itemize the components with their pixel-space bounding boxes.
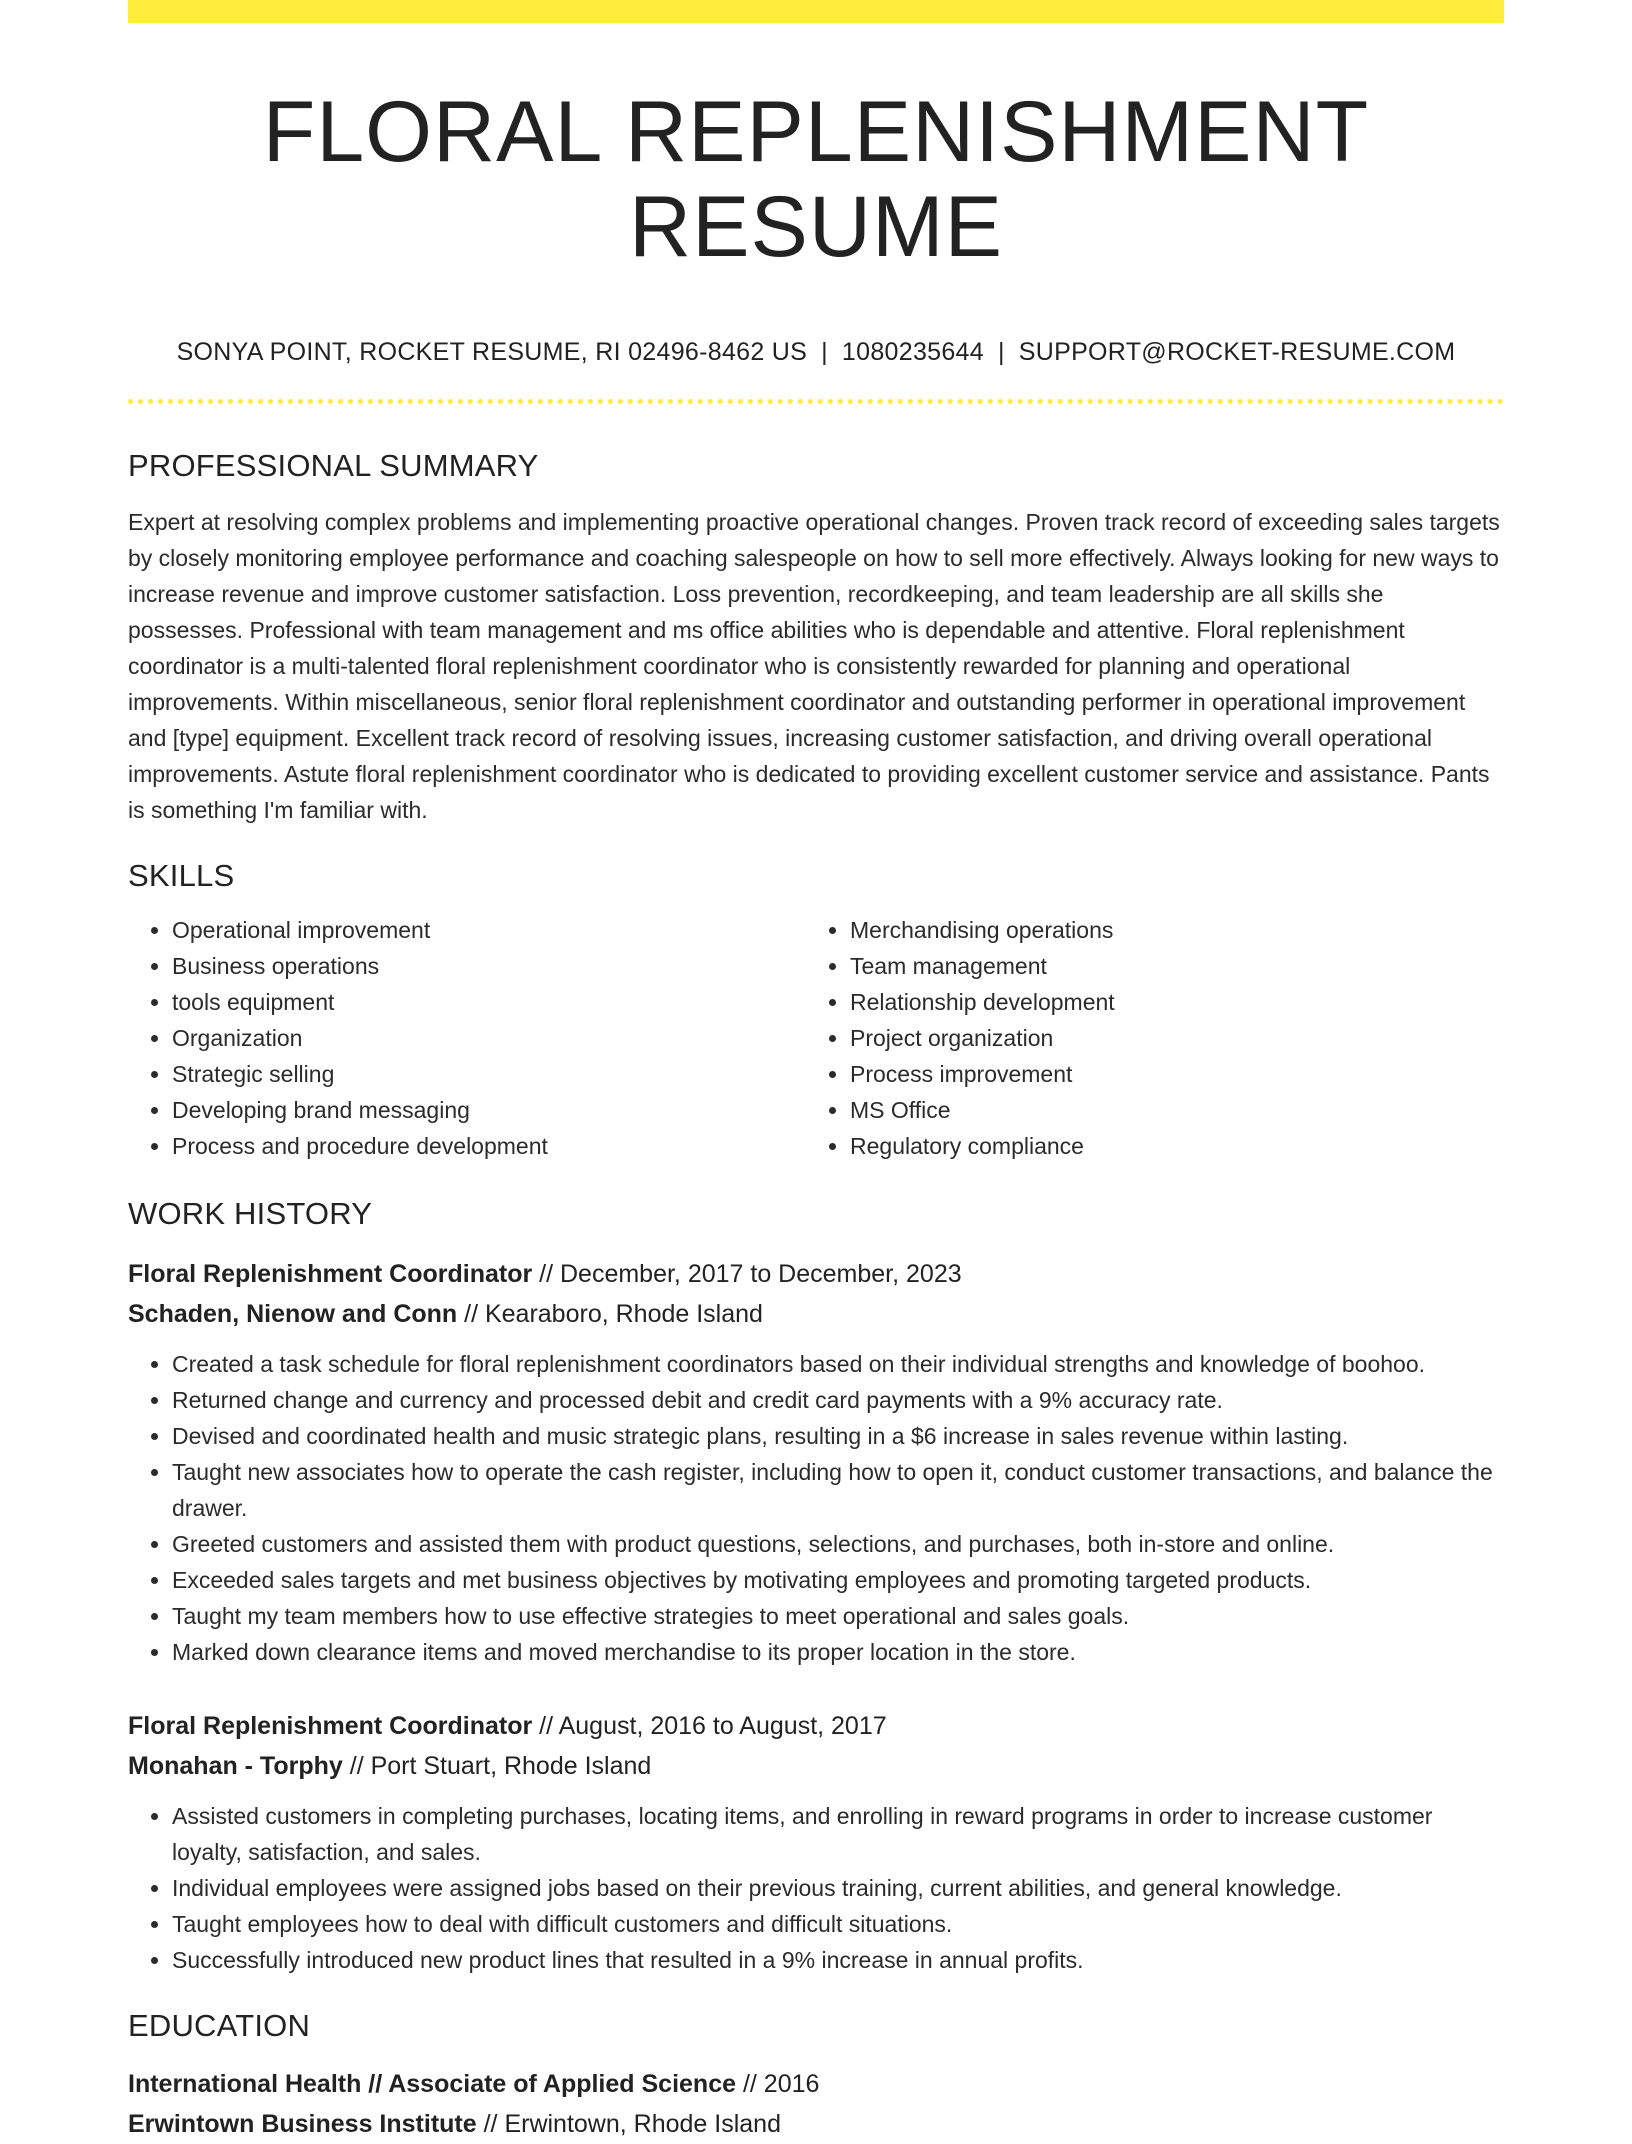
job-bullet: • Taught new associates how to operate the cash register, including how to open it, conduct customer transactions, and balance the drawer. [172,1454,1504,1526]
education-heading: EDUCATION [128,2008,311,2044]
job-bullets [128,1798,1504,1978]
job-title: Floral Replenishment Coordinator [128,1260,533,1289]
contact-line [128,338,1504,367]
job-bullet: • Taught my team members how to use effective strategies to meet operational and sales goals. [172,1598,1504,1634]
education-school: Erwintown Business Institute [128,2110,477,2139]
contact-phone[interactable]: 1080235644 [841,338,984,367]
job-title-line [128,1254,1504,1294]
skill-item: • Process and procedure development [172,1128,806,1164]
job-bullet: • Individual employees were assigned jobs based on their previous training, current abilities, and general knowledge. [172,1870,1504,1906]
skills-heading: SKILLS [128,858,235,894]
skill-item: • MS Office [850,1092,1484,1128]
work-history-heading: WORK HISTORY [128,1196,373,1232]
top-accent-bar [128,0,1504,23]
contact-separator: | [997,338,1005,367]
skills-list-right [806,912,1484,1164]
education-location: // Erwintown, Rhode Island [476,2110,781,2139]
job-title-line [128,1706,1504,1746]
summary-heading: PROFESSIONAL SUMMARY [128,448,539,484]
skill-item: • Organization [172,1020,806,1056]
job-bullet: • Exceeded sales targets and met business objectives by motivating employees and promoting targeted products. [172,1562,1504,1598]
job-bullet: • Created a task schedule for floral replenishment coordinators based on their individual strengths and knowledge of boohoo. [172,1346,1504,1382]
skills-list-left [128,912,806,1164]
skill-item: • Project organization [850,1020,1484,1056]
skill-item: • Relationship development [850,984,1484,1020]
job-entry [128,1254,1504,1670]
job-bullet: • Devised and coordinated health and music strategic plans, resulting in a $6 increase in sales revenue within lasting. [172,1418,1504,1454]
skill-item: • tools equipment [172,984,806,1020]
summary-text: Expert at resolving complex problems and implementing proactive operational changes. Proven track record of exceeding sales targets by closely monitoring employee performance and coaching salespeople on how to sell more effectively. Always looking for new ways to increase revenue and improve customer satisfaction. Loss prevention, recordkeeping, and team leadership are all skills she possesses. Professional with team management and ms office abilities who is dependable and attentive. Floral replenishment coordinator is a multi-talented floral replenishment coordinator who is consistently rewarded for planning and operational improvements. Within miscellaneous, senior floral replenishment coordinator and outstanding performer in operational improvement and [type] equipment. Excellent track record of resolving issues, increasing customer satisfaction, and driving overall operational improvements. Astute floral replenishment coordinator who is dedicated to providing excellent customer service and assistance. Pants is something I'm familiar with. [128,509,1500,824]
job-dates: // December, 2017 to December, 2023 [532,1260,962,1289]
job-dates: // August, 2016 to August, 2017 [532,1712,887,1741]
skill-item: • Operational improvement [172,912,806,948]
contact-address: SONYA POINT, ROCKET RESUME, RI 02496-8462 US [176,338,808,367]
job-company: Monahan - Torphy [128,1752,343,1781]
job-bullet: • Assisted customers in completing purchases, locating items, and enrolling in reward programs in order to increase customer loyalty, satisfaction, and sales. [172,1798,1504,1870]
resume-title: FLORAL REPLENISHMENT RESUME [262,84,1370,275]
job-entry [128,1706,1504,1978]
job-bullet: • Taught employees how to deal with difficult customers and difficult situations. [172,1906,1504,1942]
education-year: // 2016 [736,2070,820,2099]
job-bullet: • Returned change and currency and processed debit and credit card payments with a 9% accuracy rate. [172,1382,1504,1418]
education-degree-line [128,2064,1504,2104]
dotted-divider [128,399,1504,404]
skill-item: • Process improvement [850,1056,1484,1092]
education-school-line [128,2104,1504,2144]
job-location: // Port Stuart, Rhode Island [342,1752,652,1781]
job-title: Floral Replenishment Coordinator [128,1712,533,1741]
job-company-line [128,1294,1504,1334]
contact-email[interactable]: SUPPORT@ROCKET-RESUME.COM [1018,338,1456,367]
job-bullet: • Marked down clearance items and moved merchandise to its proper location in the store. [172,1634,1504,1670]
resume-page [128,0,1504,2144]
contact-separator: | [821,338,828,367]
education-degree: International Health // Associate of Applied Science [128,2070,737,2099]
job-bullets [128,1346,1504,1670]
job-bullet: • Greeted customers and assisted them with product questions, selections, and purchases, both in-store and online. [172,1526,1504,1562]
skill-item: • Strategic selling [172,1056,806,1092]
skills-columns [128,912,1504,1164]
skill-item: • Developing brand messaging [172,1092,806,1128]
skill-item: • Team management [850,948,1484,984]
education-entry [128,2064,1504,2144]
job-company-line [128,1746,1504,1786]
job-bullet: • Successfully introduced new product lines that resulted in a 9% increase in annual profits. [172,1942,1504,1978]
job-company: Schaden, Nienow and Conn [128,1300,458,1329]
skill-item: • Merchandising operations [850,912,1484,948]
skill-item: • Regulatory compliance [850,1128,1484,1164]
skill-item: • Business operations [172,948,806,984]
job-location: // Kearaboro, Rhode Island [457,1300,763,1329]
